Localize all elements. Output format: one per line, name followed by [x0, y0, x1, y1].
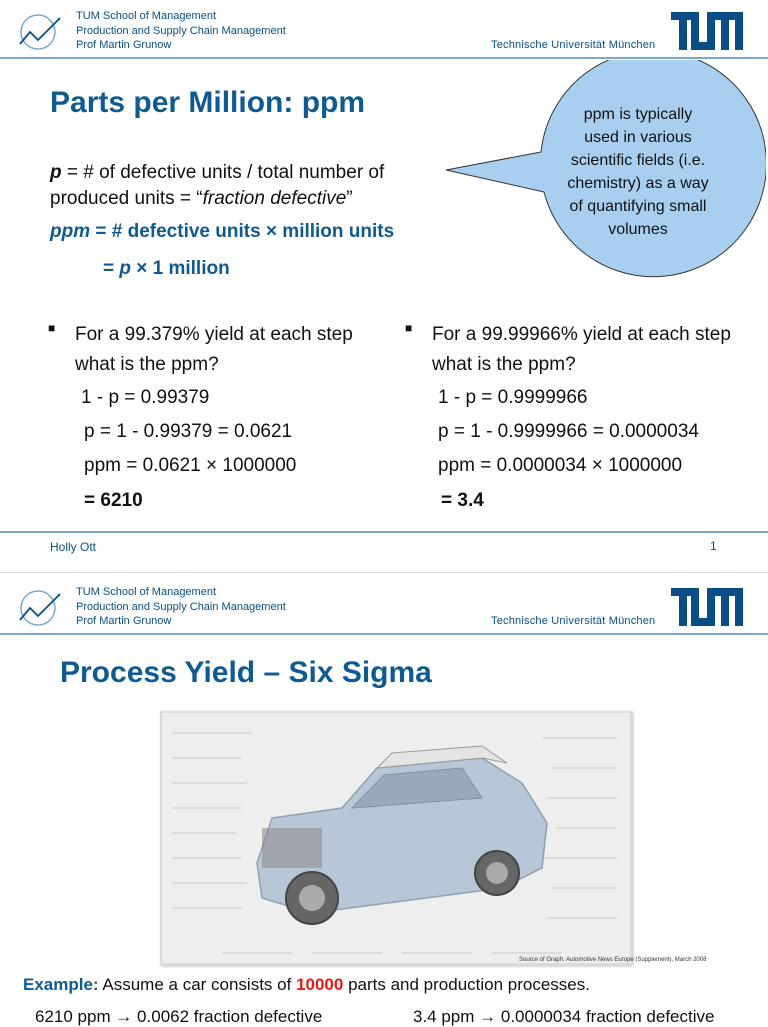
right-bullet-text: For a 99.99966% yield at each step what is the ppm? — [432, 324, 731, 375]
ppm-formula-text: = # defective units × million units — [90, 221, 395, 242]
speech-bubble-text: ppm is typically used in various scientific fields (i.e. chemistry) as a way of quantifying small volumes — [567, 106, 709, 238]
right-eq-1: 1 - p = 0.9999966 — [438, 387, 588, 408]
ppm-symbol: ppm — [50, 221, 91, 242]
example-number: 10000 — [296, 975, 344, 994]
bottom-left-conversion: 6210 ppm → 0.0062 fraction defective — [35, 1007, 323, 1026]
header-divider — [0, 57, 768, 59]
header-line-prof: Prof Martin Grunow — [76, 39, 172, 51]
bullet-marker-left: ■ — [48, 321, 56, 335]
fraction-defective-text: fraction defective — [202, 188, 347, 209]
left-eq-1: 1 - p = 0.99379 — [81, 387, 210, 408]
definition-close-quote: ” — [346, 188, 353, 209]
footer-divider — [0, 531, 768, 533]
left-eq-2: p = 1 - 0.99379 = 0.0621 — [84, 421, 293, 442]
header-divider — [0, 633, 768, 635]
tum-logo-icon — [671, 588, 743, 626]
bullet-marker-right: ■ — [405, 321, 413, 335]
left-eq-3: ppm = 0.0621 × 1000000 — [84, 455, 297, 476]
example-text-1: Assume a car consists of — [98, 975, 297, 994]
car-cutaway-image — [160, 711, 632, 965]
university-name: Technische Universität München — [491, 615, 656, 627]
tum-logo-icon — [671, 12, 743, 50]
header-line-school: TUM School of Management — [76, 586, 217, 598]
header-line-chair: Production and Supply Chain Management — [76, 24, 286, 37]
p-symbol: p — [50, 162, 62, 183]
image-source-caption: Source of Graph: Automotive News Europe (Supplement), March 2008 — [519, 957, 707, 963]
right-eq-2: p = 1 - 0.9999966 = 0.0000034 — [438, 421, 699, 442]
school-logo-icon — [16, 586, 66, 628]
header-text — [76, 9, 286, 53]
footer-author: Holly Ott — [50, 540, 97, 554]
example-text-2: parts and production processes. — [343, 975, 590, 994]
university-name: Technische Universität München — [491, 39, 656, 51]
ppm-p-symbol: p — [119, 258, 131, 279]
left-bullet-text: For a 99.379% yield at each step what is the ppm? — [75, 324, 353, 375]
example-text — [23, 975, 590, 995]
definition-line-2: produced units = “ — [50, 188, 203, 209]
footer-page-number: 1 — [710, 539, 717, 553]
page-title: Parts per Million: ppm — [50, 86, 366, 119]
header-text — [76, 585, 286, 629]
ppm-million-text: × 1 million — [130, 258, 230, 279]
header-line-chair: Production and Supply Chain Management — [76, 600, 286, 613]
slide-2 — [0, 576, 768, 1024]
definition-text — [50, 160, 450, 212]
example-label: Example: — [23, 975, 99, 994]
school-logo-icon — [16, 10, 66, 52]
right-result: = 3.4 — [441, 490, 484, 511]
header-line-school: TUM School of Management — [76, 10, 217, 22]
header-line-prof: Prof Martin Grunow — [76, 615, 172, 627]
ppm-formula-line-2 — [103, 258, 230, 280]
car-illustration-icon — [162, 713, 630, 963]
page-title: Process Yield – Six Sigma — [60, 656, 432, 689]
definition-line-1: = # of defective units / total number of — [61, 162, 385, 183]
ppm-equals: = — [103, 258, 120, 279]
bottom-right-conversion: 3.4 ppm → 0.0000034 fraction defective — [413, 1007, 715, 1026]
slide-separator — [0, 572, 768, 573]
right-eq-3: ppm = 0.0000034 × 1000000 — [438, 455, 683, 476]
left-result: = 6210 — [84, 490, 143, 511]
ppm-formula — [50, 221, 394, 243]
